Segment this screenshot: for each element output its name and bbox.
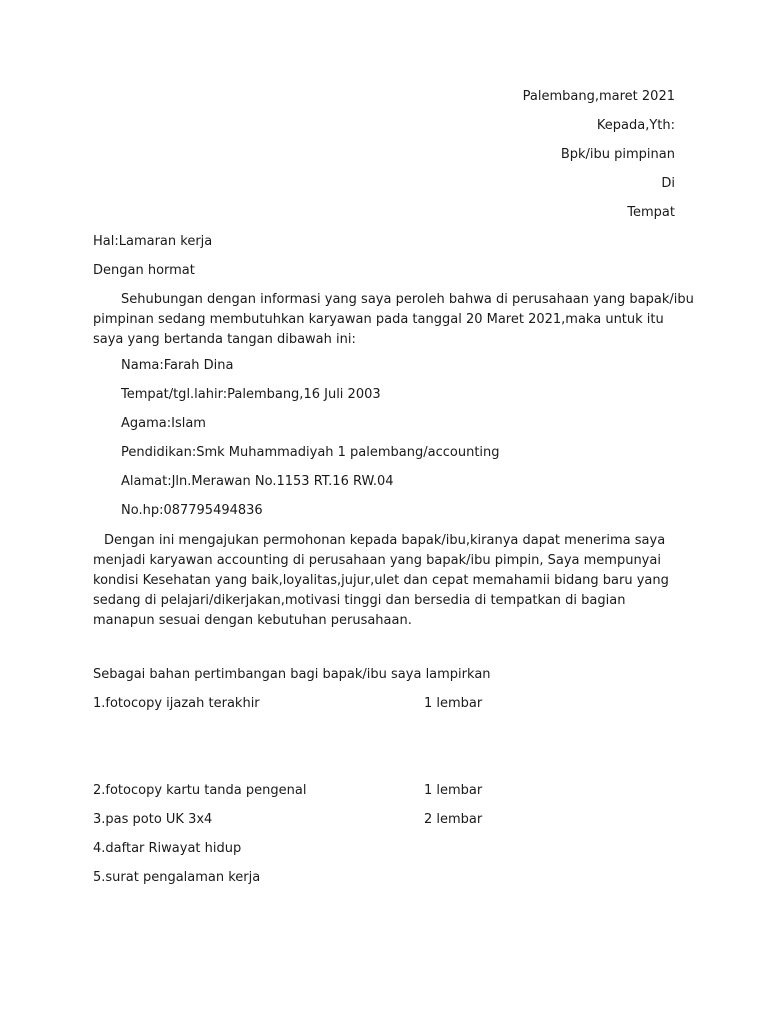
identity-hp: No.hp:087795494836 xyxy=(121,503,263,518)
addressee-tempat: Tempat xyxy=(627,205,675,220)
attachment-row xyxy=(93,812,675,828)
attachment-qty: 1 lembar xyxy=(424,783,483,798)
identity-alamat: Alamat:Jln.Merawan No.1153 RT.16 RW.04 xyxy=(121,474,394,489)
identity-agama: Agama:Islam xyxy=(121,416,206,431)
identity-pendidikan: Pendidikan:Smk Muhammadiyah 1 palembang/accounting xyxy=(121,445,500,460)
identity-ttl: Tempat/tgl.lahir:Palembang,16 Juli 2003 xyxy=(121,387,381,402)
attachment-row xyxy=(93,696,675,712)
attachments-intro: Sebagai bahan pertimbangan bagi bapak/ibu saya lampirkan xyxy=(93,667,491,682)
attachment-qty: 2 lembar xyxy=(424,812,483,827)
intro-first-line: Sehubungan dengan informasi yang saya peroleh bahwa di perusahaan yang bapak/ibu xyxy=(121,292,694,307)
body-paragraph: Dengan ini mengajukan permohonan kepada bapak/ibu,kiranya dapat menerima saya menjadi karyawan accounting di perusahaan yang bapak/ibu pimpin, Saya mempunyai kondisi Kesehatan yang baik,loyalitas,jujur,ulet dan cepat memahamii bidang baru yang sedang di pelajari/dikerjakan,motivasi tinggi dan bersedia di tempatkan di bagian manapun sesuai dengan kebutuhan perusahaan. xyxy=(93,533,669,628)
subject-line: Hal:Lamaran kerja xyxy=(93,234,213,249)
attachment-row xyxy=(93,783,675,799)
intro-rest: pimpinan sedang membutuhkan karyawan pada tanggal 20 Maret 2021,maka untuk itu saya yang bertanda tangan dibawah ini: xyxy=(93,312,664,347)
place-date: Palembang,maret 2021 xyxy=(522,89,675,104)
attachment-item: 5.surat pengalaman kerja xyxy=(93,870,261,885)
greeting: Dengan hormat xyxy=(93,263,195,278)
attachment-item: 3.pas poto UK 3x4 xyxy=(93,812,213,827)
attachment-row xyxy=(93,841,241,857)
attachment-item: 1.fotocopy ijazah terakhir xyxy=(93,696,260,711)
attachment-qty: 1 lembar xyxy=(424,696,483,711)
attachment-item: 2.fotocopy kartu tanda pengenal xyxy=(93,783,307,798)
addressee-di: Di xyxy=(661,176,675,191)
attachment-row xyxy=(93,870,260,886)
identity-nama: Nama:Farah Dina xyxy=(121,358,234,373)
addressee-recipient: Bpk/ibu pimpinan xyxy=(560,147,675,162)
addressee-to: Kepada,Yth: xyxy=(596,118,675,133)
attachment-item: 4.daftar Riwayat hidup xyxy=(93,841,242,856)
